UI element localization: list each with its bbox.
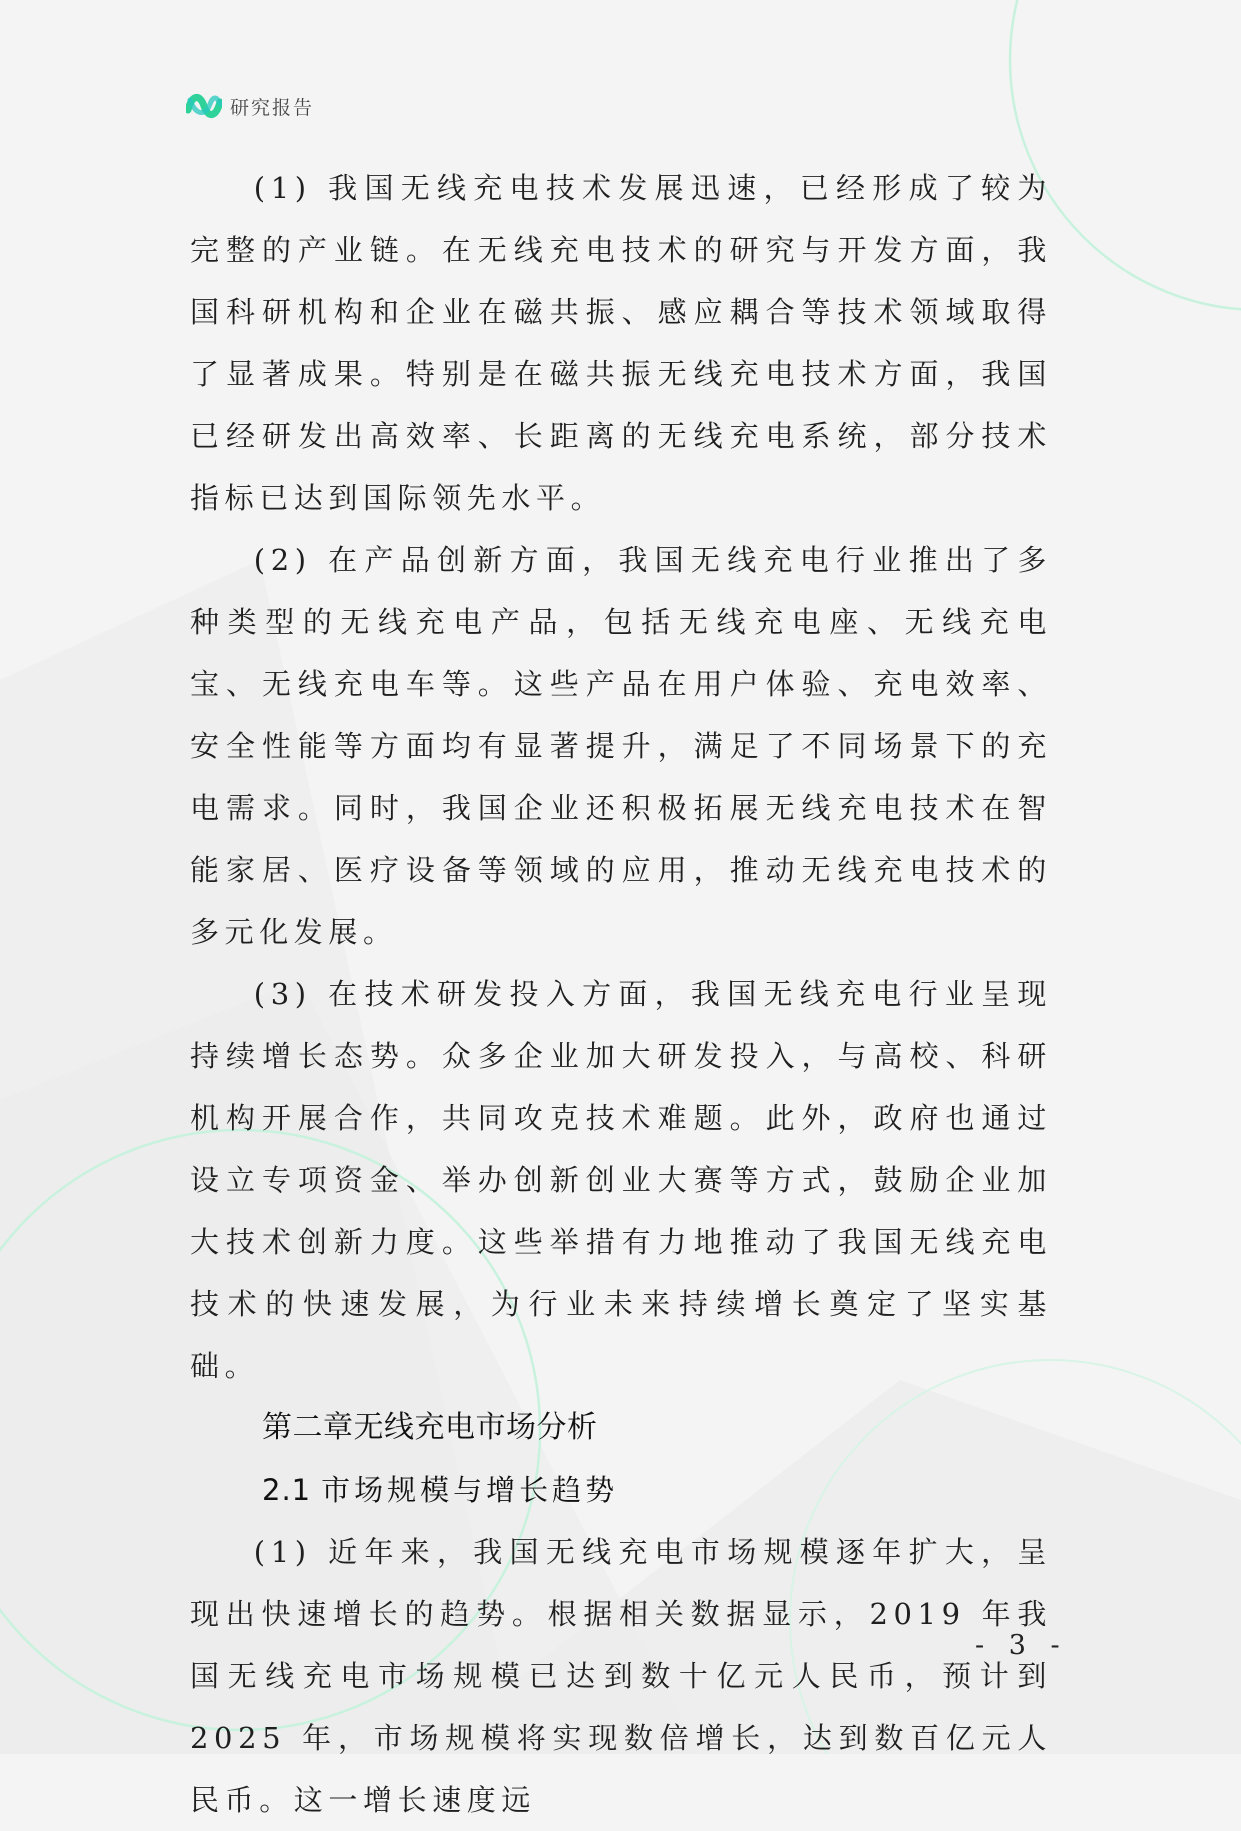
logo-icon	[186, 90, 222, 122]
section-number: 2.1	[262, 1473, 312, 1507]
section-title: 市场规模与增长趋势	[321, 1473, 619, 1507]
header-title: 研究报告	[230, 96, 315, 119]
page-number: - 3 -	[975, 1630, 1068, 1661]
report-header	[186, 90, 314, 122]
paragraph: (3) 在技术研发投入方面，我国无线充电行业呈现持续增长态势。众多企业加大研发投入，与高校、科研机构开展合作，共同攻克技术难题。此外，政府也通过设立专项资金、举办创新创业大赛等方式，鼓励企业加大技术创新力度。这些举措有力地推动了我国无线充电技术的快速发展，为行业未来持续增长奠定了坚实基础。	[190, 977, 1052, 1383]
paragraph: (1) 近年来，我国无线充电市场规模逐年扩大，呈现出快速增长的趋势。根据相关数据显示，2019 年我国无线充电市场规模已达到数十亿元人民币，预计到 2025 年，市场规模将实现数倍增长，达到数百亿元人民币。这一增长速度远	[190, 1535, 1052, 1817]
section-heading	[190, 1459, 1052, 1521]
document-body	[190, 157, 1052, 1831]
chapter-title: 第二章无线充电市场分析	[262, 1410, 598, 1445]
paragraph: (1) 我国无线充电技术发展迅速，已经形成了较为完整的产业链。在无线充电技术的研究与开发方面，我国科研机构和企业在磁共振、感应耦合等技术领域取得了显著成果。特别是在磁共振无线充电技术方面，我国已经研发出高效率、长距离的无线充电系统，部分技术指标已达到国际领先水平。	[190, 171, 1052, 515]
paragraph: (2) 在产品创新方面，我国无线充电行业推出了多种类型的无线充电产品，包括无线充电座、无线充电宝、无线充电车等。这些产品在用户体验、充电效率、安全性能等方面均有显著提升，满足了不同场景下的充电需求。同时，我国企业还积极拓展无线充电技术在智能家居、医疗设备等领域的应用，推动无线充电技术的多元化发展。	[190, 543, 1052, 949]
